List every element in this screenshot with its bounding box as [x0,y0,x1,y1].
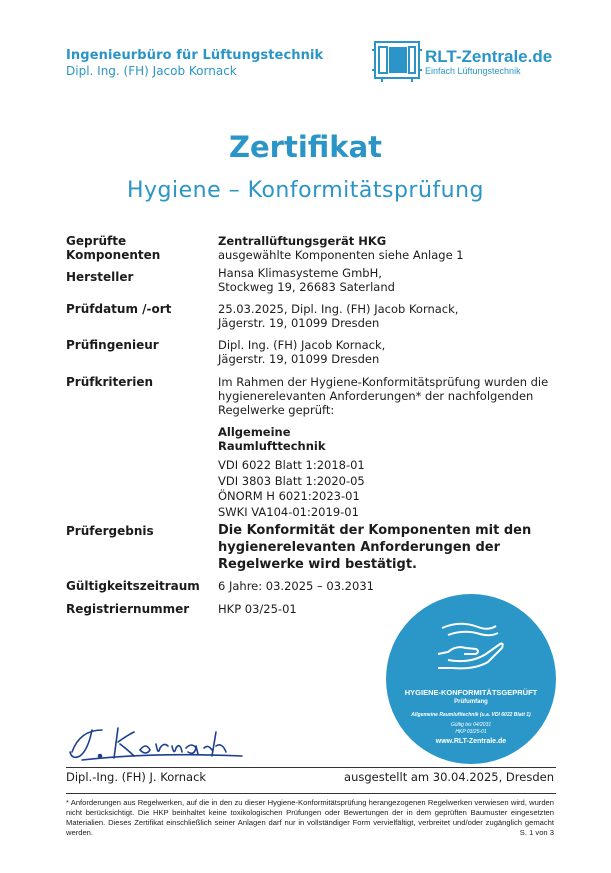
result-label: Prüfergebnis [66,524,154,538]
test-date-label: Prüfdatum /-ort [66,302,172,316]
seal-scope-label: Prüfumfang [454,699,488,705]
components-label [66,234,160,262]
test-engineer-value [218,338,558,366]
criteria-group-line-1: Allgemeine [218,425,291,439]
standard-item: ÖNORM H 6021:2023-01 [218,489,360,503]
test-engineer-value-line-1: Dipl. Ing. (FH) Jacob Kornack, [218,338,386,352]
handwritten-signature [62,722,252,766]
criteria-group-line-2: Raumlufttechnik [218,439,326,453]
criteria-value-line-3: Regelwerke geprüft: [218,403,335,417]
criteria-label: Prüfkriterien [66,375,154,389]
certificate-title: Zertifikat [228,130,382,164]
criteria-value [218,375,558,417]
engineer-name: Dipl. Ing. (FH) Jacob Kornack [66,64,237,78]
seal-title: HYGIENE-KONFORMITÄTSGEPRÜFT [404,688,538,697]
criteria-group [218,425,558,453]
registry-value: HKP 03/25-01 [218,602,297,616]
test-date-value [218,302,558,330]
test-engineer-value-line-2: Jägerstr. 19, 01099 Dresden [218,352,380,366]
validity-label: Gültigkeitszeitraum [66,579,200,593]
criteria-value-line-2: hygienerelevanten Anforderungen* der nachfolgenden [218,389,534,403]
standards-list [218,458,558,520]
company-name: Ingenieurbüro für Lüftungstechnik [66,48,324,63]
hygiene-seal [386,594,556,764]
signature-line [66,767,556,768]
seal-valid-until: Gültig bis 04/2031 [450,722,492,728]
components-label-line-2: Komponenten [66,248,161,262]
certificate-subtitle: Hygiene – Konformitätsprüfung [126,178,485,203]
result-value [218,522,558,573]
result-value-line-1: Die Konformität der Komponenten mit den [218,523,532,538]
standard-item: SWKI VA104-01:2019-01 [218,504,359,519]
manufacturer-label: Hersteller [66,270,134,284]
result-value-line-2: hygienerelevanten Anforderungen der [218,540,500,555]
signatory-name: Dipl.-Ing. (FH) J. Kornack [66,770,207,784]
rlt-zentrale-logo [372,38,572,82]
hand-airflow-icon [434,618,508,672]
components-label-line-1: Geprüfte [66,234,127,248]
issue-date: ausgestellt am 30.04.2025, Dresden [344,770,554,784]
page-number: S. 1 von 3 [519,828,554,837]
footnote: * Anforderungen aus Regelwerken, auf die in den zu dieser Hygiene-Konformitätsprüfung herangezogenen Regelwerken verwiesen wird, wurden nicht berücksichtigt. Die HKP beinhaltet keine toxikologischen Prüfungen oder Bewertungen der in dem geprüften Baumuster eingesetzten Materialien. Dieses Zertifikat einschließlich seiner Anlagen darf nur in vollständiger Form vervielfältigt, verbreitet und/oder zugänglich gemacht werden. [66,798,554,837]
logo-name: RLT-Zentrale.de [425,47,553,66]
seal-number: HKP 03/25-01 [455,729,487,735]
components-value-line-2: ausgewählte Komponenten siehe Anlage 1 [218,248,464,262]
components-value [218,234,558,262]
standard-item: VDI 6022 Blatt 1:2018-01 [218,458,365,472]
company-header [66,48,323,78]
registry-label: Registriernummer [66,602,190,616]
standard-item: VDI 3803 Blatt 1:2020-05 [218,473,365,488]
test-date-value-line-2: Jägerstr. 19, 01099 Dresden [218,316,380,330]
result-value-line-3: Regelwerke wird bestätigt. [218,557,417,572]
manufacturer-value [218,266,558,294]
test-engineer-label: Prüfingenieur [66,338,159,352]
components-value-line-1: Zentrallüftungsgerät HKG [218,234,387,248]
test-date-value-line-1: 25.03.2025, Dipl. Ing. (FH) Jacob Kornack, [218,302,459,316]
logo-tagline: Einfach Lüftungstechnik [425,66,521,76]
ventilation-unit-icon [372,38,422,82]
manufacturer-value-line-1: Hansa Klimasysteme GmbH, [218,266,382,280]
footer-divider [66,793,556,794]
seal-url: www.RLT-Zentrale.de [435,738,507,745]
seal-scope-value: Allgemeine Raumlufttechnik (u.a. VDI 6022 Blatt 1) [411,712,531,718]
manufacturer-value-line-2: Stockweg 19, 26683 Saterland [218,280,395,294]
validity-value: 6 Jahre: 03.2025 – 03.2031 [218,579,374,593]
criteria-value-line-1: Im Rahmen der Hygiene-Konformitätsprüfung wurden die [218,375,549,389]
